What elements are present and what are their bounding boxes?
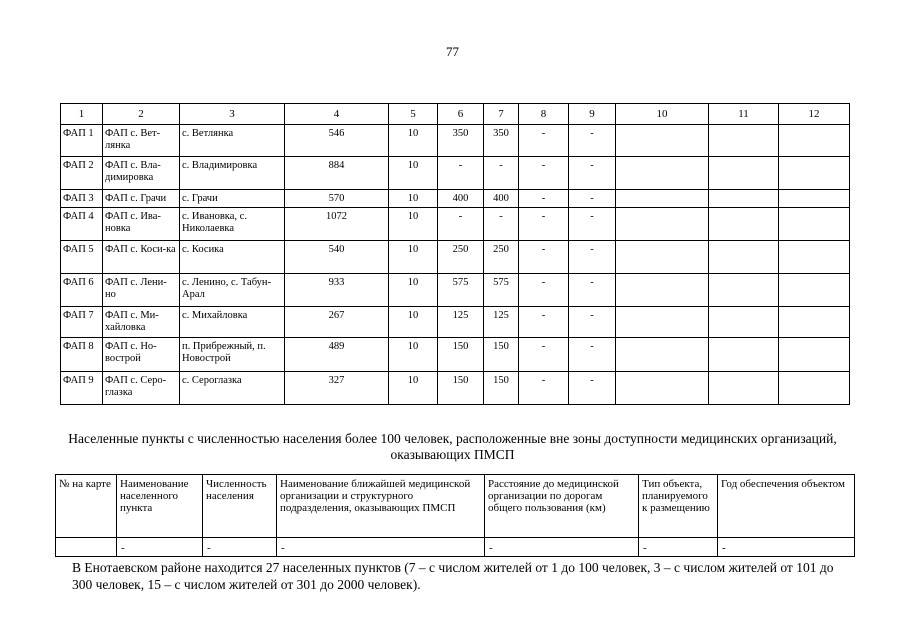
column-header: 2	[103, 104, 180, 125]
column-header: 1	[61, 104, 103, 125]
table-cell: с. Сероглазка	[180, 372, 285, 405]
table-cell	[56, 538, 117, 557]
table-cell: -	[569, 190, 616, 208]
table-cell: 10	[389, 208, 438, 241]
table-cell	[779, 241, 850, 274]
column-header-map-number: № на карте	[56, 475, 117, 538]
column-header: 3	[180, 104, 285, 125]
table-cell: 10	[389, 274, 438, 307]
table-cell	[779, 338, 850, 372]
column-header: 6	[438, 104, 484, 125]
section-caption: Населенные пункты с численностью населения более 100 человек, расположенные вне зоны доступности медицинских организаций, оказывающих ПМСП	[68, 431, 837, 462]
table-cell: 400	[484, 190, 519, 208]
table-cell: 125	[484, 307, 519, 338]
table-cell: 933	[285, 274, 389, 307]
table-cell: 570	[285, 190, 389, 208]
table-cell	[709, 241, 779, 274]
table-cell: -	[438, 208, 484, 241]
table-cell: с. Ветлянка	[180, 125, 285, 157]
table-cell: -	[484, 208, 519, 241]
table-cell: ФАП 7	[61, 307, 103, 338]
table-cell: ФАП с. Серо-глазка	[103, 372, 180, 405]
table-cell	[779, 208, 850, 241]
table-cell: 125	[438, 307, 484, 338]
table-cell: -	[203, 538, 277, 557]
table-cell: ФАП 1	[61, 125, 103, 157]
table-cell: ФАП 8	[61, 338, 103, 372]
table-cell: 10	[389, 125, 438, 157]
column-header: 9	[569, 104, 616, 125]
table-cell	[709, 190, 779, 208]
table-cell: 10	[389, 241, 438, 274]
table-cell	[616, 372, 709, 405]
table-row	[61, 208, 850, 241]
table-cell: -	[117, 538, 203, 557]
table-cell: 10	[389, 307, 438, 338]
table-cell	[616, 241, 709, 274]
table-cell	[616, 190, 709, 208]
table-cell: 150	[438, 338, 484, 372]
table-cell: 350	[484, 125, 519, 157]
table-cell: 884	[285, 157, 389, 190]
table-cell: ФАП с. Вла-димировка	[103, 157, 180, 190]
table-cell: с. Ивановка, с. Николаевка	[180, 208, 285, 241]
column-header: 5	[389, 104, 438, 125]
table-cell: -	[569, 241, 616, 274]
table-cell: -	[718, 538, 855, 557]
table-cell: 10	[389, 190, 438, 208]
table-cell	[779, 274, 850, 307]
table-cell	[616, 125, 709, 157]
table-cell: ФАП 5	[61, 241, 103, 274]
table-cell	[709, 157, 779, 190]
table-cell: ФАП с. Но-вострой	[103, 338, 180, 372]
table-cell: -	[519, 125, 569, 157]
table-cell	[779, 307, 850, 338]
table-row	[56, 538, 855, 557]
table-row	[61, 372, 850, 405]
table-cell: 489	[285, 338, 389, 372]
table-cell	[616, 307, 709, 338]
table-cell	[779, 372, 850, 405]
table-cell: 540	[285, 241, 389, 274]
table-cell: с. Михайловка	[180, 307, 285, 338]
table-cell: -	[485, 538, 639, 557]
table-cell: 327	[285, 372, 389, 405]
table-cell	[709, 208, 779, 241]
table-cell: 575	[438, 274, 484, 307]
table-cell	[709, 125, 779, 157]
table-header-row	[56, 475, 855, 538]
table-header-row	[61, 104, 850, 125]
table-cell: -	[519, 190, 569, 208]
table-cell	[709, 307, 779, 338]
table-cell: -	[519, 307, 569, 338]
table-row	[61, 190, 850, 208]
table-cell: 150	[484, 372, 519, 405]
table-cell: с. Косика	[180, 241, 285, 274]
table-cell: 267	[285, 307, 389, 338]
table-cell: ФАП 4	[61, 208, 103, 241]
table-row	[61, 125, 850, 157]
table-cell: ФАП с. Грачи	[103, 190, 180, 208]
table-cell: с. Владимировка	[180, 157, 285, 190]
table-cell	[616, 338, 709, 372]
table-cell: -	[519, 338, 569, 372]
table-cell: 10	[389, 372, 438, 405]
table-row	[61, 241, 850, 274]
table-cell: -	[639, 538, 718, 557]
table-cell	[779, 125, 850, 157]
table-cell: 250	[438, 241, 484, 274]
table-cell: -	[569, 338, 616, 372]
page-number: 77	[446, 44, 459, 59]
table-row	[61, 307, 850, 338]
table-cell: ФАП 2	[61, 157, 103, 190]
table-row	[61, 274, 850, 307]
table-cell: 150	[484, 338, 519, 372]
table-cell: -	[519, 208, 569, 241]
table-cell: 546	[285, 125, 389, 157]
table-cell: 575	[484, 274, 519, 307]
table-cell	[616, 208, 709, 241]
table-cell: -	[438, 157, 484, 190]
table-cell	[709, 274, 779, 307]
table-cell	[616, 157, 709, 190]
footer-note: В Енотаевском районе находится 27 населенных пунктов (7 – с числом жителей от 1 до 100 человек, 3 – с числом жителей от 101 до 300 человек, 15 – с числом жителей от 301 до 2000 человек).	[72, 560, 834, 592]
table-cell: -	[484, 157, 519, 190]
table-cell: ФАП с. Ива-новка	[103, 208, 180, 241]
table-cell: -	[519, 274, 569, 307]
column-header: 11	[709, 104, 779, 125]
table-cell	[779, 157, 850, 190]
table-cell: -	[519, 241, 569, 274]
column-header-distance: Расстояние до медицинской организации по дорогам общего пользования (км)	[485, 475, 639, 538]
table-cell: -	[569, 208, 616, 241]
table-cell: с. Ленино, с. Табун-Арал	[180, 274, 285, 307]
table-cell: -	[519, 157, 569, 190]
column-header-settlement-name: Наименование населенного пункта	[117, 475, 203, 538]
table-cell: ФАП с. Вет-лянка	[103, 125, 180, 157]
column-header-object-type: Тип объекта, планируемого к размещению	[639, 475, 718, 538]
table-cell: -	[277, 538, 485, 557]
table-cell: -	[569, 125, 616, 157]
fap-table	[60, 103, 850, 405]
table-cell: 1072	[285, 208, 389, 241]
table-row	[61, 157, 850, 190]
column-header: 4	[285, 104, 389, 125]
table-cell	[779, 190, 850, 208]
column-header: 7	[484, 104, 519, 125]
table-cell: ФАП с. Ми-хайловка	[103, 307, 180, 338]
table-cell: 10	[389, 157, 438, 190]
settlements-table	[55, 474, 855, 557]
table-cell: с. Грачи	[180, 190, 285, 208]
table-cell: -	[519, 372, 569, 405]
table-cell: -	[569, 157, 616, 190]
table-cell: ФАП с. Лени-но	[103, 274, 180, 307]
table-row	[61, 338, 850, 372]
table-cell	[616, 274, 709, 307]
column-header-nearest-organization: Наименование ближайшей медицинской организации и структурного подразделения, оказывающих ПМСП	[277, 475, 485, 538]
column-header: 12	[779, 104, 850, 125]
column-header-year: Год обеспечения объектом	[718, 475, 855, 538]
column-header-population: Численность населения	[203, 475, 277, 538]
column-header: 10	[616, 104, 709, 125]
table-cell: -	[569, 372, 616, 405]
table-cell	[709, 372, 779, 405]
table-cell: 350	[438, 125, 484, 157]
table-cell: ФАП 3	[61, 190, 103, 208]
table-cell	[709, 338, 779, 372]
column-header: 8	[519, 104, 569, 125]
table-cell: ФАП 6	[61, 274, 103, 307]
table-cell: 150	[438, 372, 484, 405]
table-cell: ФАП с. Коси-ка	[103, 241, 180, 274]
table-cell: -	[569, 307, 616, 338]
table-cell: ФАП 9	[61, 372, 103, 405]
table-cell: 10	[389, 338, 438, 372]
table-cell: -	[569, 274, 616, 307]
table-cell: 250	[484, 241, 519, 274]
table-cell: п. Прибрежный, п. Новострой	[180, 338, 285, 372]
table-cell: 400	[438, 190, 484, 208]
